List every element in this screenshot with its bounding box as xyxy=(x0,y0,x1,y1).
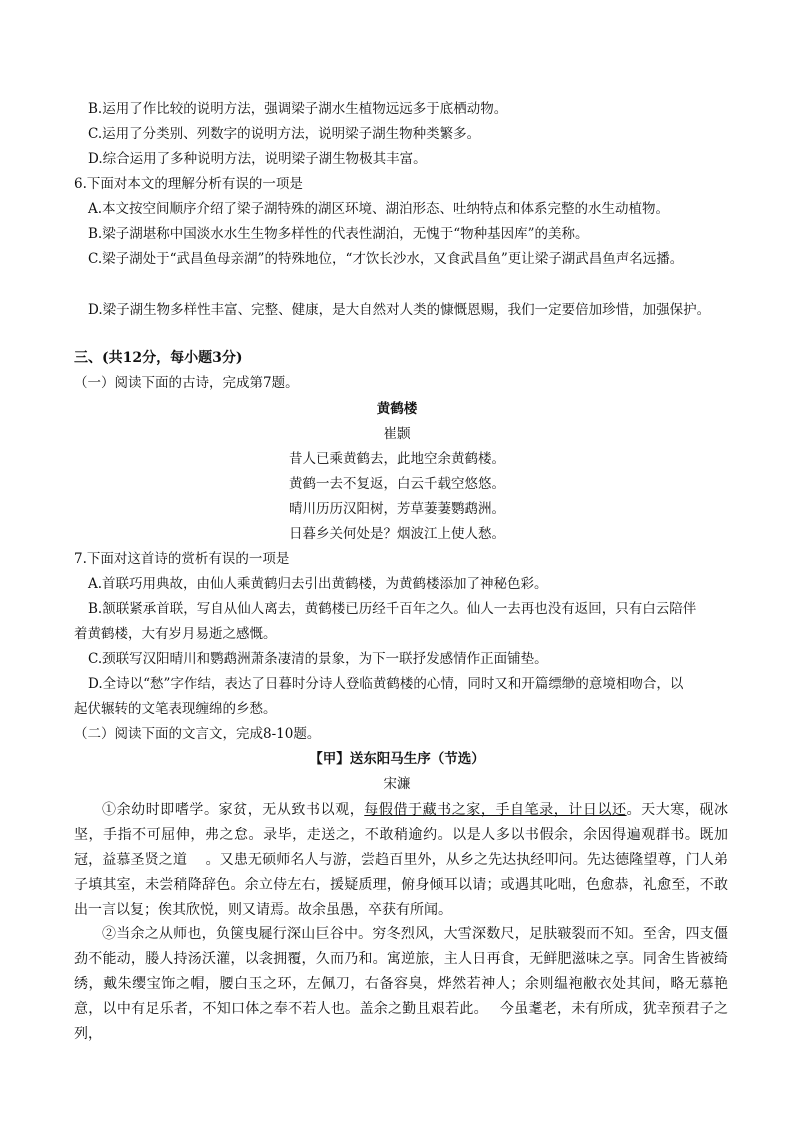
q6-option-a: A.本文按空间顺序介绍了梁子湖特殊的湖区环境、湖泊形态、吐纳特点和体系完整的水生动植物。 xyxy=(88,201,670,217)
q7-stem: 7.下面对这首诗的赏析有误的一项是 xyxy=(74,551,290,567)
q7-option-d-line1: D.全诗以“愁”字作结，表达了日暮时分诗人登临黄鹤楼的心情，同时又和开篇缥缈的意境相吻合，以 xyxy=(88,676,684,692)
q6-option-c: C.梁子湖处于“武昌鱼母亲湖”的特殊地位，“才饮长沙水，又食武昌鱼”更让梁子湖武昌鱼声名远播。 xyxy=(88,251,684,267)
q7-option-d-line2: 起伏辗转的文笔表现缠绵的乡愁。 xyxy=(74,701,277,717)
poem-line-1: 昔人已乘黄鹤去，此地空余黄鹤楼。 xyxy=(289,451,505,467)
poem-line-3: 晴川历历汉阳树，芳草萋萋鹦鹉洲。 xyxy=(289,501,505,517)
poem-line-2: 黄鹤一去不复返，白云千载空悠悠。 xyxy=(289,476,505,492)
part2-intro: （二）阅读下面的文言文，完成8-10题。 xyxy=(74,726,321,742)
poem-line-4: 日暮乡关何处是？烟波江上使人愁。 xyxy=(289,526,505,542)
q6-stem: 6.下面对本文的理解分析有误的一项是 xyxy=(74,176,303,192)
q6-option-d: D.梁子湖生物多样性丰富、完整、健康，是大自然对人类的慷慨恩赐，我们一定要倍加珍惜，加强保护。 xyxy=(88,302,711,318)
prose-paragraph-2: ②当余之从师也，负箧曳屣行深山巨谷中。穷冬烈风，大雪深数尺，足肤皲裂而不知。至舍，四支僵劲不能动，媵人持汤沃灌，以衾拥覆，久而乃和。寓逆旅，主人日再食，无鲜肥滋味之享。同舍生皆被绮绣，戴朱缨宝饰之帽，腰白玉之环，左佩刀，右备容臭，烨然若神人；余则缊袍敝衣处其间，略无慕艳意，以中有足乐者，不知口体之奉不若人也。盖余之勤且艰若此。 今虽耄老，未有所成，犹幸预君子之列， xyxy=(74,926,728,1042)
q5-option-b: B.运用了作比较的说明方法，强调梁子湖水生植物远远多于底栖动物。 xyxy=(88,101,508,117)
prose-paragraph-1 xyxy=(74,798,728,923)
q7-option-b-line1: B.颔联紧承首联，写自从仙人离去，黄鹤楼已历经千百年之久。仙人一去再也没有返回，只有白云陪伴 xyxy=(88,601,697,617)
p1-text-b: 。天大寒，砚冰坚，手指不可屈伸，弗之怠。录毕，走送之，不敢稍逾约。以是人多以书假余，余因得遍观群书。既加冠，益慕圣贤之道 。又患无硕师名人与游，尝趋百里外，从乡之先达执经叩问。先达德隆望尊，门人弟子填其室，未尝稍降辞色。余立侍左右，援疑质理，俯身倾耳以请；或遇其叱咄，色愈恭，礼愈至，不敢出一言以复；俟其欣悦，则又请焉。故余虽愚，卒获有所闻。 xyxy=(74,802,729,918)
p1-underlined: 每假借于藏书之家，手自笔录，计日以还 xyxy=(364,802,627,818)
q7-option-a: A.首联巧用典故，由仙人乘黄鹤归去引出黄鹤楼，为黄鹤楼添加了神秘色彩。 xyxy=(88,576,548,592)
section-3-heading: 三、(共12分，每小题3分) xyxy=(74,350,243,366)
prose-author: 宋濂 xyxy=(383,776,411,792)
q5-option-d: D.综合运用了多种说明方法，说明梁子湖生物极其丰富。 xyxy=(88,151,427,167)
poem-author: 崔颢 xyxy=(383,426,411,442)
poem-title: 黄鹤楼 xyxy=(376,401,418,417)
q7-option-c: C.颈联写汉阳晴川和鹦鹉洲萧条凄清的景象，为下一联抒发感情作正面铺垫。 xyxy=(88,651,548,667)
q6-option-b: B.梁子湖堪称中国淡水水生生物多样性的代表性湖泊，无愧于“物种基因库”的美称。 xyxy=(88,226,589,242)
part1-intro: （一）阅读下面的古诗，完成第7题。 xyxy=(74,375,299,391)
p1-text-a: ①余幼时即嗜学。家贫，无从致书以观， xyxy=(102,802,365,818)
prose-title: 【甲】送东阳马生序（节选） xyxy=(309,751,485,767)
q7-option-b-line2: 着黄鹤楼，大有岁月易逝之感慨。 xyxy=(74,626,277,642)
q5-option-c: C.运用了分类别、列数字的说明方法，说明梁子湖生物种类繁多。 xyxy=(88,126,481,142)
